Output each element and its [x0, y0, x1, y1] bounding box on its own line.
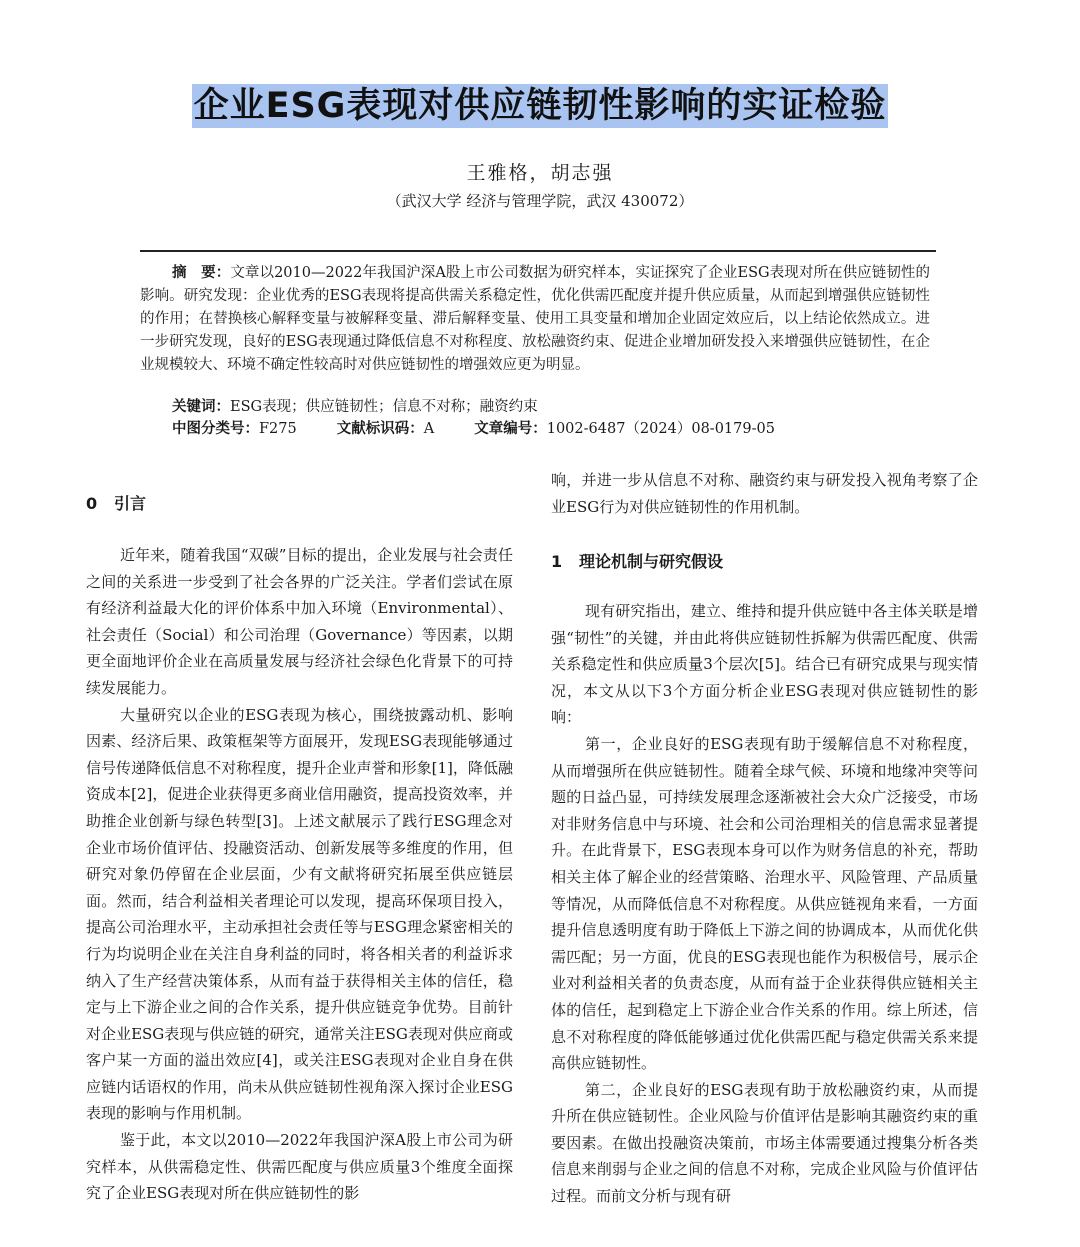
abstract-label: 摘 要： — [172, 265, 231, 281]
divider-rule — [140, 250, 936, 252]
abstract — [140, 262, 930, 377]
right-column — [551, 598, 978, 1210]
authors: 王雅格，胡志强 — [466, 162, 614, 184]
classification-line — [172, 418, 775, 440]
affiliation: （武汉大学 经济与管理学院，武汉 430072） — [386, 192, 694, 210]
right-column-continuation — [551, 467, 978, 520]
left-column — [86, 542, 513, 1207]
abstract-text: 文章以2010—2022年我国沪深A股上市公司数据为研究样本，实证探究了企业ESG表现对所在供应链韧性的影响。研究发现：企业优秀的ESG表现将提高供需关系稳定性，优化供需匹配度并提升供应质量，从而起到增强供应链韧性的作用；在替换核心解释变量与被解释变量、滞后解释变量、使用工具变量和增加企业固定效应后，以上结论依然成立。进一步研究发现，良好的ESG表现通过降低信息不对称程度、放松融资约束、促进企业增加研发投入来增强供应链韧性，在企业规模较大、环境不确定性较高时对供应链韧性的增强效应更为明显。 — [140, 265, 931, 373]
article-number-value: 1002-6487（2024）08-0179-05 — [546, 421, 775, 437]
paper-title: 企业ESG表现对供应链韧性影响的实证检验 — [193, 86, 887, 126]
doc-code-label: 文献标识码： — [336, 421, 424, 437]
article-number-label: 文章编号： — [474, 421, 547, 437]
section-title: 理论机制与研究假设 — [579, 552, 724, 571]
section-heading-intro — [86, 491, 146, 514]
body-paragraph: 现有研究指出，建立、维持和提升供应链中各主体关联是增强“韧性”的关键，并由此将供应链韧性拆解为供需匹配度、供需关系稳定性和供应质量3个层次[5]。结合已有研究成果与现实情况，本文从以下3个方面分析企业ESG表现对供应链韧性的影响： — [551, 602, 978, 727]
section-number: 0 — [86, 494, 98, 513]
section-number: 1 — [551, 552, 563, 571]
body-paragraph: 近年来，随着我国“双碳”目标的提出，企业发展与社会责任之间的关系进一步受到了社会各界的广泛关注。学者们尝试在原有经济利益最大化的评价体系中加入环境（Environmental）、社会责任（Social）和公司治理（Governance）等因素，以期更全面地评价企业在高质量发展与经济社会绿色化背景下的可持续发展能力。 — [86, 546, 513, 697]
keywords-label: 关键词： — [172, 399, 230, 415]
body-paragraph: 大量研究以企业的ESG表现为核心，围绕披露动机、影响因素、经济后果、政策框架等方面展开，发现ESG表现能够通过信号传递降低信息不对称程度，提升企业声誉和形象[1]，降低融资成本[2]，促进企业获得更多商业信用融资，提高投资效率，并助推企业创新与绿色转型[3]。上述文献展示了践行ESG理念对企业市场价值评估、投融资活动、创新发展等多维度的作用，但研究对象仍停留在企业层面，少有文献将研究拓展至供应链层面。然而，结合利益相关者理论可以发现，提高环保项目投入，提高公司治理水平，主动承担社会责任等与ESG理念紧密相关的行为均说明企业在关注自身利益的同时，将各相关者的利益诉求纳入了生产经营决策体系，从而有益于获得相关主体的信任，稳定与上下游企业之间的合作关系，提升供应链竞争优势。目前针对企业ESG表现与供应链的研究，通常关注ESG表现对供应商或客户某一方面的溢出效应[4]，或关注ESG表现对企业自身在供应链内话语权的作用，尚未从供应链韧性视角深入探讨企业ESG表现的影响与作用机制。 — [86, 705, 513, 1123]
body-paragraph: 鉴于此，本文以2010—2022年我国沪深A股上市公司为研究样本，从供需稳定性、供需匹配度与供应质量3个维度全面探究了企业ESG表现对所在供应链韧性的影 — [86, 1131, 513, 1203]
doc-code-value: A — [423, 421, 435, 437]
keywords — [172, 396, 538, 418]
keywords-text: ESG表现；供应链韧性；信息不对称；融资约束 — [230, 399, 538, 415]
body-paragraph: 第二，企业良好的ESG表现有助于放松融资约束，从而提升所在供应链韧性。企业风险与价值评估是影响其融资约束的重要因素。在做出投融资决策前，市场主体需要通过搜集分析各类信息来削弱与企业之间的信息不对称，完成企业风险与价值评估过程。而前文分析与现有研 — [551, 1080, 978, 1206]
clc-value: F275 — [259, 421, 297, 437]
clc-label: 中图分类号： — [172, 421, 259, 437]
body-paragraph: 响，并进一步从信息不对称、融资约束与研发投入视角考察了企业ESG行为对供应链韧性的作用机制。 — [551, 471, 978, 516]
section-title: 引言 — [114, 494, 147, 513]
body-paragraph: 第一，企业良好的ESG表现有助于缓解信息不对称程度，从而增强所在供应链韧性。随着全球气候、环境和地缘冲突等问题的日益凸显，可持续发展理念逐渐被社会大众广泛接受，市场对非财务信息中与环境、社会和公司治理相关的信息需求显著提升。在此背景下，ESG表现本身可以作为财务信息的补充，帮助相关主体了解企业的经营策略、治理水平、风险管理、产品质量等情况，从而降低信息不对称程度。从供应链视角来看，一方面提升信息透明度有助于降低上下游之间的协调成本，从而优化供需匹配；另一方面，优良的ESG表现也能作为积极信号，展示企业对利益相关者的负责态度，从而有益于企业获得供应链相关主体的信任，起到稳定上下游企业合作关系的作用。综上所述，信息不对称程度的降低能够通过优化供需匹配与稳定供需关系来提高供应链韧性。 — [551, 734, 978, 1073]
section-heading-theory — [551, 549, 723, 572]
